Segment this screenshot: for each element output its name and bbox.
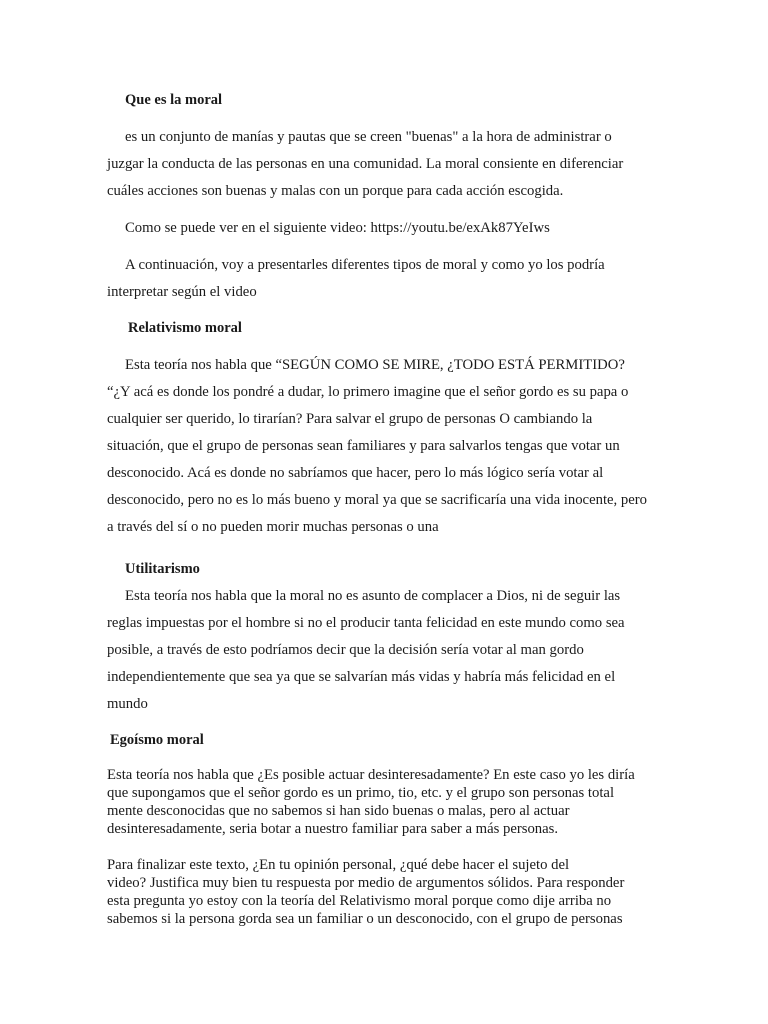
heading-utilitarismo: Utilitarismo: [125, 561, 200, 577]
paragraph-introduccion-tipos: A continuación, voy a presentarles diferentes tipos de moral y como yo los podría interpretar según el video: [107, 257, 605, 300]
paragraph-conclusion: Para finalizar este texto, ¿En tu opinión personal, ¿qué debe hacer el sujeto del video? Justifica muy bien tu respuesta por medio de argumentos sólidos. Para responder esta pregunta yo estoy con la teoría del Relativismo moral porque como dije arriba no sabemos si la persona gorda sea un familiar o un desconocido, con el grupo de personas: [107, 857, 625, 927]
heading-que-es-la-moral: Que es la moral: [125, 92, 223, 108]
heading-relativismo-moral: Relativismo moral: [128, 320, 242, 336]
paragraph-utilitarismo: Esta teoría nos habla que la moral no es asunto de complacer a Dios, ni de seguir las reglas impuestas por el hombre si no el producir tanta felicidad en este mundo como sea posible, a través de esto podríamos decir que la decisión sería votar al man gordo independientemente que sea ya que se salvarían más vidas y habría más felicidad en el mundo: [107, 588, 625, 712]
paragraph-definicion-moral: es un conjunto de manías y pautas que se creen "buenas" a la hora de administrar o juzgar la conducta de las personas en una comunidad. La moral consiente en diferenciar cuáles acciones son buenas y malas con un porque para cada acción escogida.: [107, 129, 624, 199]
heading-egoismo-moral: Egoísmo moral: [110, 732, 204, 748]
paragraph-video-link: Como se puede ver en el siguiente video: https://youtu.be/exAk87YeIws: [125, 220, 550, 236]
paragraph-relativismo-moral: Esta teoría nos habla que “SEGÚN COMO SE MIRE, ¿TODO ESTÁ PERMITIDO? “¿Y acá es donde los pondré a dudar, lo primero imagine que el señor gordo es su papa o cualquier ser querido, lo tirarían? Para salvar el grupo de personas O cambiando la situación, que el grupo de personas sean familiares y para salvarlos tengas que votar un desconocido. Acá es donde no sabríamos que hacer, pero lo más lógico sería votar al desconocido, pero no es lo más bueno y moral ya que se sacrificaría una vida inocente, pero a través del sí o no pueden morir muchas personas o una: [107, 357, 647, 535]
paragraph-egoismo-moral: Esta teoría nos habla que ¿Es posible actuar desinteresadamente? En este caso yo les diría que supongamos que el señor gordo es un primo, tio, etc. y el grupo son personas total mente desconocidas que no sabemos si han sido buenas o malas, pero al actuar desinteresadamente, seria botar a nuestro familiar para saber a más personas.: [107, 767, 635, 837]
